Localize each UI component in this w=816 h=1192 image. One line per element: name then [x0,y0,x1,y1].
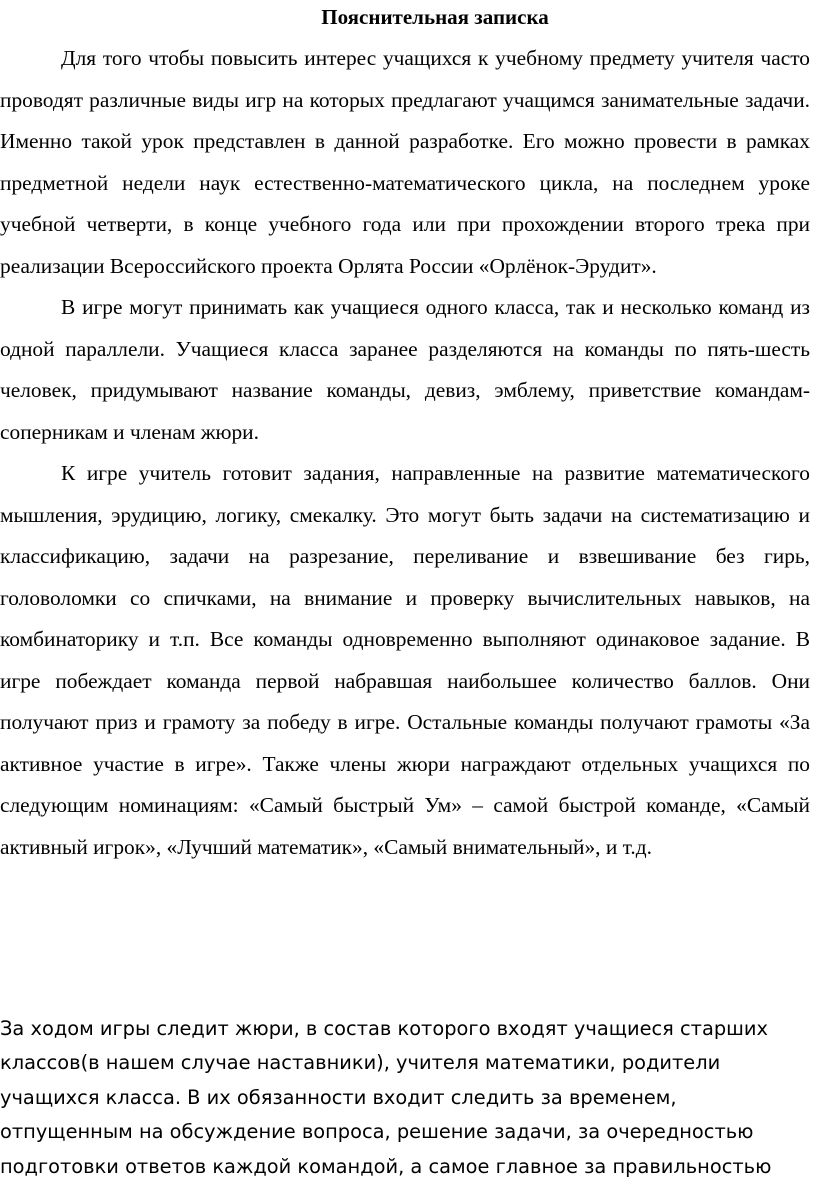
paragraph-participants: В игре могут принимать как учащиеся одного класса, так и несколько команд из одной параллели. Учащиеся класса заранее разделяются на команды по пять-шесть человек, придумывают название команды, девиз, эмблему, приветствие командам- соперникам и членам жюри. [0,295,810,444]
document-body [0,38,810,868]
paragraph-tasks: К игре учитель готовит задания, направленные на развитие математического мышления, эрудицию, логику, смекалку. Это могут быть задачи на систематизацию и классификацию, задачи на разрезание, переливание и взвешивание без гирь, головоломки со спичками, на внимание и проверку вычислительных навыков, на комбинаторику и т.п. Все команды одновременно выполняют одинаковое задание. В игре побеждает команда первой набравшая наибольшее количество баллов. Они получают приз и грамоту за победу в игре. Остальные команды получают грамоты «За активное участие в игре». Также члены жюри награждают отдельных учащихся по следующим номинациям: «Самый быстрый Ум» – самой быстрой команде, «Самый активный игрок», «Лучший математик», «Самый внимательный», и т.д. [0,461,810,859]
paragraph-intro: Для того чтобы повысить интерес учащихся к учебному предмету учителя часто проводят различные виды игр на которых предлагают учащимся занимательные задачи. Именно такой урок представлен в данной разработке. Его можно провести в рамках предметной недели наук естественно-математического цикла, на последнем уроке учебной четверти, в конце учебного года или при прохождении второго трека при реализации Всероссийского проекта Орлята России «Орлёнок-Эрудит». [0,46,810,278]
document-title: Пояснительная записка [321,5,549,29]
paragraph-jury: За ходом игры следит жюри, в состав которого входят учащиеся старших классов(в нашем случае наставники), учителя математики, родители учащихся класса. В их обязанности входит следить за временем, отпущенным на обсуждение вопроса, решение задачи, за очередностью подготовки ответов каждой командой, а самое главное за правильностью [0,1017,772,1178]
